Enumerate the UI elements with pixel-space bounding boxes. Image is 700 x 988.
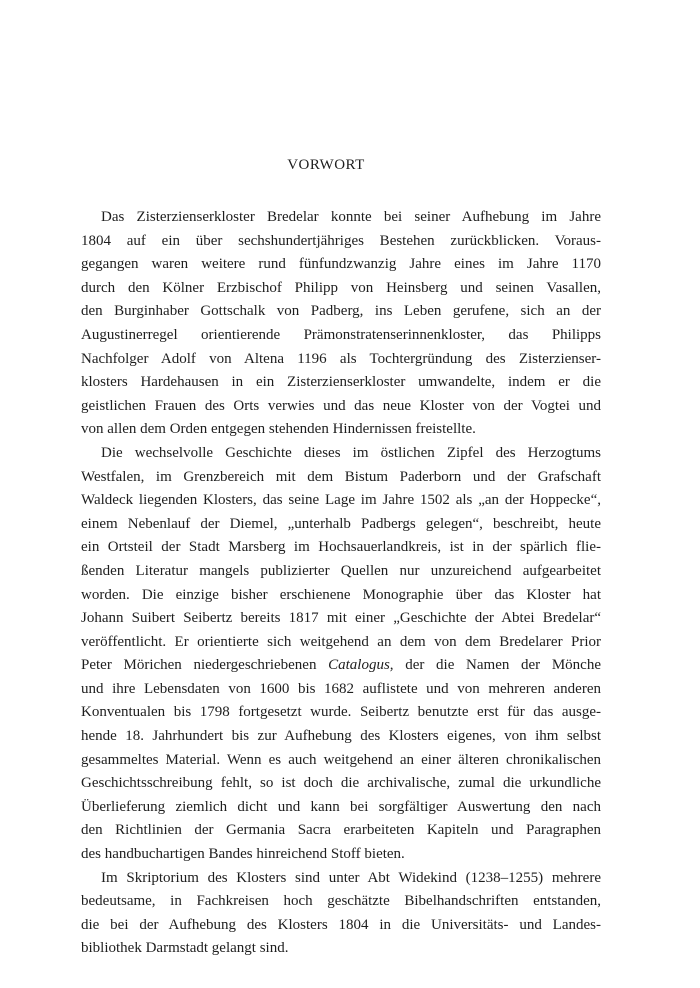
text-line: Geschichtsschreibung fehlt, so ist doch die archivalische, zumal die urkundliche <box>81 775 601 792</box>
text-line: ein Ortsteil der Stadt Marsberg im Hochsauerlandkreis, ist in der spärlich flie- <box>81 539 601 556</box>
text-line: Westfalen, im Grenzbereich mit dem Bistum Paderborn und der Grafschaft <box>81 468 601 485</box>
text-line: von allen dem Orden entgegen stehenden Hindernissen freistellte. <box>81 421 476 438</box>
italic-title: Catalogus, <box>328 657 394 674</box>
text-line: den Richtlinien der Germania Sacra erarbeiteten Kapiteln und Paragraphen <box>81 822 601 839</box>
text-line: Im Skriptorium des Klosters sind unter Abt Widekind (1238–1255) mehrere <box>101 869 601 886</box>
text-line-with-italic <box>81 654 601 678</box>
text-line: des handbuchartigen Bandes hinreichend Stoff bieten. <box>81 846 405 863</box>
text-line: worden. Die einzige bisher erschienene Monographie über das Kloster hat <box>81 586 601 603</box>
text-line: Augustinerregel orientierende Prämonstratenserinnenkloster, das Philipps <box>81 326 601 343</box>
text-line: Das Zisterzienserkloster Bredelar konnte bei seiner Aufhebung im Jahre <box>101 209 601 225</box>
text-line: hende 18. Jahrhundert bis zur Aufhebung des Klosters eigenes, von ihm selbst <box>81 728 601 745</box>
text-line: die bei der Aufhebung des Klosters 1804 in die Universitäts- und Landes- <box>81 916 601 933</box>
text-line: Die wechselvolle Geschichte dieses im östlichen Zipfel des Herzogtums <box>101 444 601 461</box>
text-line: geistlichen Frauen des Orts verwies und das neue Kloster von der Vogtei und <box>81 397 601 414</box>
text-line: ßenden Literatur mangels publizierter Quellen nur unzureichend aufgearbeitet <box>81 562 601 579</box>
text-line: den Burginhaber Gottschalk von Padberg, ins Leben gerufene, sich an der <box>81 303 601 320</box>
text-line: 1804 auf ein über sechshundertjähriges Bestehen zurückblicken. Voraus- <box>81 232 601 249</box>
text-line: gesammeltes Material. Wenn es auch weitgehend an einer älteren chronikalischen <box>81 751 601 768</box>
body-text <box>81 206 601 961</box>
page-title: VORWORT <box>287 157 365 173</box>
text-line: durch den Kölner Erzbischof Philipp von Heinsberg und seinen Vasallen, <box>81 279 601 296</box>
text-line: Johann Suibert Seibertz bereits 1817 mit einer „Geschichte der Abtei Bredelar“ <box>81 610 601 627</box>
text-line: einem Nebenlauf der Diemel, „unterhalb Padbergs gelegen“, beschreibt, heute <box>81 515 601 532</box>
text-run: der die Namen der Mönche <box>393 657 601 674</box>
text-line: klosters Hardehausen in ein Zisterzienserkloster umwandelte, indem er die <box>81 374 601 391</box>
text-line: Nachfolger Adolf von Altena 1196 als Tochtergründung des Zisterzienser- <box>81 350 601 367</box>
text-run: Peter Mörichen niedergeschriebenen <box>81 657 329 674</box>
text-line: Überlieferung ziemlich dicht und kann bei sorgfältiger Auswertung den nach <box>81 798 601 815</box>
text-line: Waldeck liegenden Klosters, das seine Lage im Jahre 1502 als „an der Hoppecke“, <box>81 492 601 509</box>
text-line: Konventualen bis 1798 fortgesetzt wurde. Seibertz benutzte erst für das ausge- <box>81 704 601 721</box>
text-line: bibliothek Darmstadt gelangt sind. <box>81 940 289 957</box>
text-line: bedeutsame, in Fachkreisen hoch geschätzte Bibelhandschriften entstanden, <box>81 893 601 910</box>
text-line: veröffentlicht. Er orientierte sich weitgehend an dem von dem Bredelarer Prior <box>81 633 601 650</box>
text-line: gegangen waren weitere rund fünfundzwanzig Jahre eines im Jahre 1170 <box>81 256 601 273</box>
text-line: und ihre Lebensdaten von 1600 bis 1682 auflistete und von mehreren anderen <box>81 680 601 697</box>
